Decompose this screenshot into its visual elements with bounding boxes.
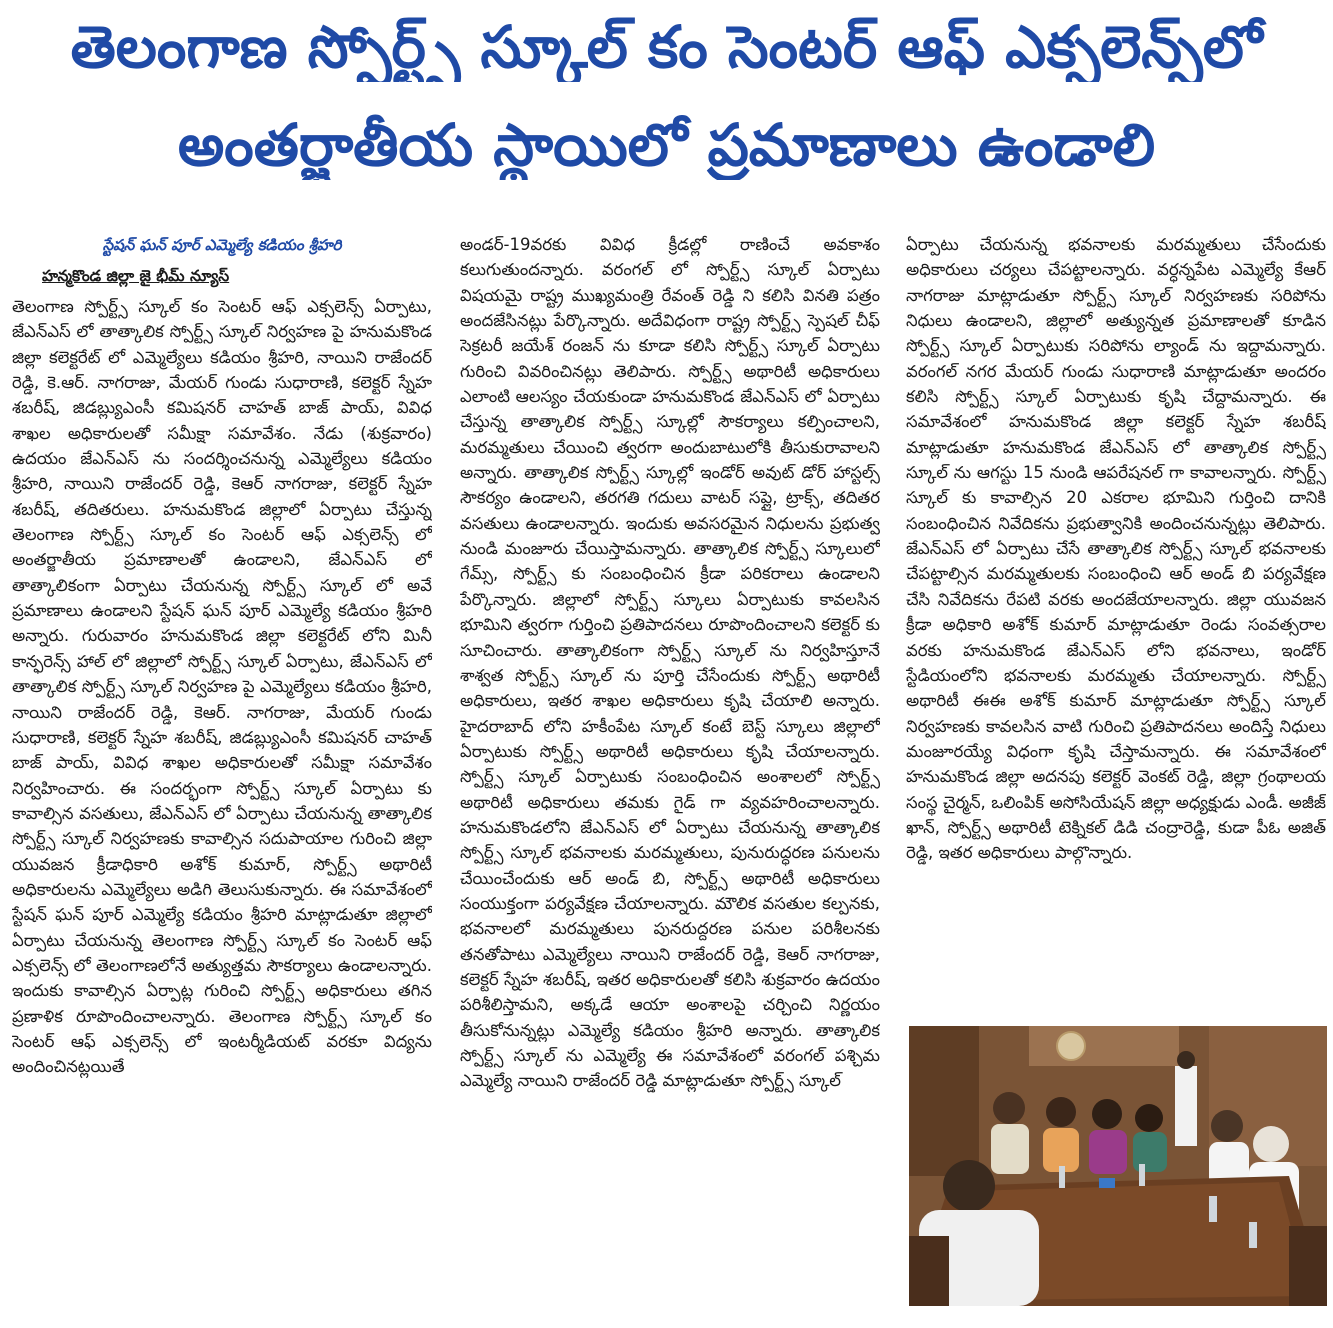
meeting-photo bbox=[909, 1026, 1327, 1306]
byline: స్టేషన్ ఘన్ పూర్ ఎమ్మెల్యే కడియం శ్రీహరి bbox=[102, 236, 342, 254]
article-column-2 bbox=[460, 232, 880, 1317]
article-text-column-3: ఏర్పాటు చేయనున్న భవనాలకు మరమ్మతులు చేసేందుకు అధికారులు చర్యలు చేపట్టాలన్నారు. వర్ధన్నపేట ఎమ్మెల్యే కేఆర్ నాగరాజు మాట్లాడుతూ స్పోర్ట్స్ స్కూల్ నిర్వహణకు సరిపోను నిధులు ఉండాలని, జిల్లాలో అత్యున్నత ప్రమాణాలతో కూడిన స్పోర్ట్స్ స్కూల్ ఏర్పాటుకు సరిపోను ల్యాండ్ ను ఇద్దామన్నారు. వరంగల్ నగర మేయర్ గుండు సుధారాణి మాట్లాడుతూ అందరం కలిసి స్పోర్ట్స్ స్కూల్ ఏర్పాటుకు కృషి చేద్దామన్నారు. ఈ సమావేశంలో హనుమకొండ జిల్లా కలెక్టర్ స్నేహ శబరీష్ మాట్లాడుతూ హనుమకొండ జేఎన్ఎస్ లో తాత్కాలిక స్పోర్ట్స్ స్కూల్ ను ఆగస్టు 15 నుండి ఆపరేషనల్ గా కావాలన్నారు. స్పోర్ట్స్ స్కూల్ కు కావాల్సిన 20 ఎకరాల భూమిని గుర్తించి దానికి సంబంధించిన నివేదికను ప్రభుత్వానికి అందించనున్నట్లు తెలిపారు. జేఎన్ఎస్ లో ఏర్పాటు చేసే తాత్కాలిక స్పోర్ట్స్ స్కూల్ భవనాలకు చేపట్టాల్సిన మరమ్మతులకు సంబంధించి ఆర్ అండ్ బి పర్యవేక్షణ చేసి నివేదికను రేపటి వరకు అందజేయాలన్నారు. జిల్లా యువజన క్రీడా అధికారి అశోక్ కుమార్ మాట్లాడుతూ రెండు సంవత్సరాల వరకు హనుమకొండ జేఎన్ఎస్ లోని భవనాలు, ఇండోర్ స్టేడియంలోని భవనాలకు మరమ్మతు చేయాలన్నారు. స్పోర్ట్స్ అథారిటీ ఈఈ అశోక్ కుమార్ మాట్లాడుతూ స్పోర్ట్స్ స్కూల్ నిర్వహణకు కావలసిన వాటి గురించి ప్రతిపాదనలు అందిస్తే నిధులు మంజూరయ్యే విధంగా కృషి చేస్తామన్నారు. ఈ సమావేశంలో హనుమకొండ జిల్లా అదనపు కలెక్టర్ వెంకట్ రెడ్డి, జిల్లా గ్రంథాలయ సంస్థ చైర్మన్, ఒలింపిక్ అసోసియేషన్ జిల్లా అధ్యక్షుడు ఎండీ. అజీజ్ ఖాన్, స్పోర్ట్స్ అథారిటీ టెక్నికల్ డిడి చంద్రారెడ్డి, కుడా పీఓ అజిత్ రెడ్డి, ఇతర అధికారులు పాల్గొన్నారు. bbox=[906, 235, 1326, 863]
article-text-column-1: తెలంగాణ స్పోర్ట్స్ స్కూల్ కం సెంటర్ ఆఫ్ ఎక్సలెన్స్ ఏర్పాటు, జేఎన్ఎస్ లో తాత్కాలిక స్పోర్ట్స్ స్కూల్ నిర్వహణ పై హనుమకొండ జిల్లా కలెక్టరేట్ లో ఎమ్మెల్యేలు కడియం శ్రీహరి, నాయిని రాజేందర్ రెడ్డి, కె.ఆర్. నాగరాజు, మేయర్ గుండు సుధారాణి, కలెక్టర్ స్నేహ శబరీష్, జిడబ్ల్యుఎంసీ కమిషనర్ చాహత్ బాజ్ పాయ్, వివిధ శాఖల అధికారులతో సమీక్షా సమావేశం. నేడు (శుక్రవారం) ఉదయం జేఎన్ఎస్ ను సందర్శించనున్న ఎమ్మెల్యేలు కడియం శ్రీహరి, నాయిని రాజేందర్ రెడ్డి, కెఆర్ నాగరాజు, కలెక్టర్ స్నేహ శబరీష్, తదితరులు. హనుమకొండ జిల్లాలో ఏర్పాటు చేస్తున్న తెలంగాణ స్పోర్ట్స్ స్కూల్ కం సెంటర్ ఆఫ్ ఎక్సలెన్స్ లో అంతర్జాతీయ ప్రమాణాలతో ఉండాలని, జేఎన్ఎస్ లో తాత్కాలికంగా ఏర్పాటు చేయనున్న స్పోర్ట్స్ స్కూల్ లో అవే ప్రమాణాలు ఉండాలని స్టేషన్ ఘన్ పూర్ ఎమ్మెల్యే కడియం శ్రీహరి అన్నారు. గురువారం హనుమకొండ జిల్లా కలెక్టరేట్ లోని మినీ కాన్ఫరెన్స్ హాల్ లో జిల్లాలో స్పోర్ట్స్ స్కూల్ ఏర్పాటు, జేఎన్ఎస్ లో తాత్కాలిక స్పోర్ట్స్ స్కూల్ నిర్వహణ పై ఎమ్మెల్యేలు కడియం శ్రీహరి, నాయిని రాజేందర్ రెడ్డి, కెఆర్. నాగరాజు, మేయర్ గుండు సుధారాణి, కలెక్టర్ స్నేహ శబరీష్, జిడబ్ల్యుఎంసీ కమిషనర్ చాహత్ బాజ్ పాయ్, వివిధ శాఖల అధికారులతో సమీక్షా సమావేశం నిర్వహించారు. ఈ సందర్భంగా స్పోర్ట్స్ స్కూల్ ఏర్పాటు కు కావాల్సిన వసతులు, జేఎన్ఎస్ లో ఏర్పాటు చేయనున్న తాత్కాలిక స్పోర్ట్స్ స్కూల్ నిర్వహణకు కావాల్సిన సదుపాయాల గురించి జిల్లా యువజన క్రీడాధికారి అశోక్ కుమార్, స్పోర్ట్స్ అథారిటీ అధికారులను ఎమ్మెల్యేలు అడిగి తెలుసుకున్నారు. ఈ సమావేశంలో స్టేషన్ ఘన్ పూర్ ఎమ్మెల్యే కడియం శ్రీహరి మాట్లాడుతూ జిల్లాలో ఏర్పాటు చేయనున్న తెలంగాణ స్పోర్ట్స్ స్కూల్ కం సెంటర్ ఆఫ్ ఎక్సలెన్స్ లో తెలంగాణలోనే అత్యుత్తమ సౌకర్యాలు ఉండాలన్నారు. ఇందుకు కావాల్సిన ఏర్పాట్ల గురించి స్పోర్ట్స్ అధికారులు తగిన ప్రణాళిక రూపొందించాలన్నారు. తెలంగాణ స్పోర్ట్స్ స్కూల్ కం సెంటర్ ఆఫ్ ఎక్సలెన్స్ లో ఇంటర్మీడియట్ వరకూ విద్యను అందించినట్లయితే bbox=[12, 297, 432, 1077]
headline-line-1: తెలంగాణ స్పోర్ట్స్ స్కూల్ కం సెంటర్ ఆఫ్ ఎక్సలెన్స్‌లో bbox=[70, 13, 1263, 81]
headline-line-2: అంతర్జాతీయ స్థాయిలో ప్రమాణాలు ఉండాలి bbox=[177, 111, 1156, 179]
meeting-photo-illustration bbox=[909, 1026, 1327, 1306]
article-column-3 bbox=[906, 232, 1326, 1022]
article-column-1 bbox=[12, 232, 432, 1317]
dateline: హన్మకొండ జిల్లా జై భీమ్ న్యూస్ bbox=[42, 267, 230, 285]
article-text-column-2: అండర్-19వరకు వివిధ క్రీడల్లో రాణించే అవకాశం కలుగుతుందన్నారు. వరంగల్ లో స్పోర్ట్స్ స్కూల్ ఏర్పాటు విషయమై రాష్ట్ర ముఖ్యమంత్రి రేవంత్ రెడ్డి ని కలిసి వినతి పత్రం అందజేసినట్లు పేర్కొన్నారు. అదేవిధంగా రాష్ట్ర స్పోర్ట్స్ స్పెషల్ చీఫ్ సెక్రటరీ జయేశ్ రంజన్ ను కూడా కలిసి స్పోర్ట్స్ స్కూల్ ఏర్పాటు గురించి వివరించినట్లు తెలిపారు. స్పోర్ట్స్ అథారిటీ అధికారులు ఎలాంటి ఆలస్యం చేయకుండా హనుమకొండ జేఎన్ఎస్ లో ఏర్పాటు చేస్తున్న తాత్కాలిక స్పోర్ట్స్ స్కూల్లో సౌకర్యాలు కల్పించాలని, మరమ్మతులు చేయించి త్వరగా అందుబాటులోకి తీసుకురావాలని అన్నారు. తాత్కాలిక స్పోర్ట్స్ స్కూల్లో ఇండోర్ అవుట్ డోర్ హాస్టల్స్ సౌకర్యం ఉండాలని, తరగతి గదులు వాటర్ సప్లై, ట్రాక్స్, తదితర వసతులు ఉండాలన్నారు. ఇందుకు అవసరమైన నిధులను ప్రభుత్వ నుండి మంజూరు చేయిస్తామన్నారు. తాత్కాలిక స్పోర్ట్స్ స్కూలులో గేమ్స్, స్పోర్ట్స్ కు సంబంధించిన క్రీడా పరికరాలు ఉండాలని పేర్కొన్నారు. జిల్లాలో స్పోర్ట్స్ స్కూలు ఏర్పాటుకు కావలసిన భూమిని త్వరగా గుర్తించి ప్రతిపాదనలు రూపొందించాలని కలెక్టర్ కు సూచించారు. తాత్కాలికంగా స్పోర్ట్స్ స్కూల్ ను నిర్వహిస్తూనే శాశ్వత స్పోర్ట్స్ స్కూల్ ను పూర్తి చేసేందుకు స్పోర్ట్స్ అథారిటీ అధికారులు, ఇతర శాఖల అధికారులు కృషి చేయాలి అన్నారు. హైదరాబాద్ లోని హకీంపేట స్కూల్ కంటే బెస్ట్ స్కూలు జిల్లాలో ఏర్పాటుకు స్పోర్ట్స్ అథారిటీ అధికారులు కృషి చేయాలన్నారు. స్పోర్ట్స్ స్కూల్ ఏర్పాటుకు సంబంధించిన అంశాలలో స్పోర్ట్స్ అథారిటీ అధికారులు తమకు గైడ్ గా వ్యవహరించాలన్నారు. హనుమకొండలోని జేఎన్ఎస్ లో ఏర్పాటు చేయనున్న తాత్కాలిక స్పోర్ట్స్ స్కూల్ భవనాలకు మరమ్మతులు, పునురుద్ధరణ పనులను చేయించేందుకు ఆర్ అండ్ బి, స్పోర్ట్స్ అథారిటీ అధికారులు సంయుక్తంగా పర్యవేక్షణ చేయాలన్నారు. మౌలిక వసతుల కల్పనకు, భవనాలలో మరమ్మతులు పునరుద్దరణ పనుల పరిశీలనకు తనతోపాటు ఎమ్మెల్యేలు నాయిని రాజేందర్ రెడ్డి, కెఆర్ నాగరాజు, కలెక్టర్ స్నేహ శబరీష్, ఇతర అధికారులతో కలిసి శుక్రవారం ఉదయం పరిశీలిస్తామని, అక్కడే ఆయా అంశాలపై చర్చించి నిర్ణయం తీసుకోనున్నట్లు ఎమ్మెల్యే కడియం శ్రీహరి అన్నారు. తాత్కాలిక స్పోర్ట్స్ స్కూల్ ను ఎమ్మెల్యే ఈ సమావేశంలో వరంగల్ పశ్చిమ ఎమ్మెల్యే నాయిని రాజేందర్ రెడ్డి మాట్లాడుతూ స్పోర్ట్స్ స్కూల్ bbox=[460, 235, 880, 1091]
